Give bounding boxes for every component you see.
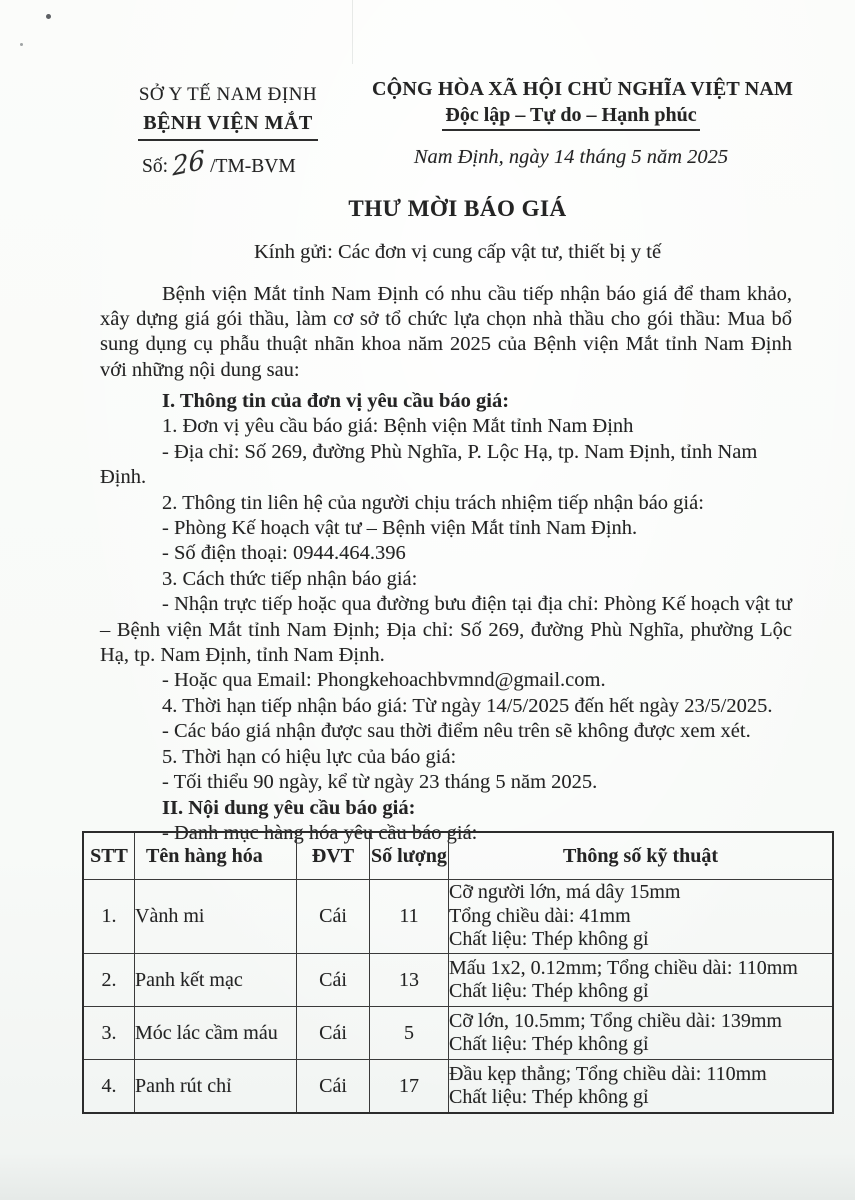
body-line: - Địa chỉ: Số 269, đường Phù Nghĩa, P. Lộc Hạ, tp. Nam Định, tỉnh Nam Định. bbox=[100, 440, 758, 489]
national-motto-line1: CỘNG HÒA XÃ HỘI CHỦ NGHĨA VIỆT NAM bbox=[372, 78, 794, 100]
cell-spec bbox=[449, 1007, 834, 1060]
cell-spec bbox=[449, 1060, 834, 1114]
cell-spec bbox=[449, 880, 834, 954]
table-row bbox=[83, 1060, 833, 1114]
national-motto-line2-text: Độc lập – Tự do – Hạnh phúc bbox=[442, 104, 699, 131]
cell-name: Vành mi bbox=[135, 880, 297, 954]
body-line: - Số điện thoại: 0944.464.396 bbox=[162, 542, 406, 565]
section-2-heading: II. Nội dung yêu cầu báo giá: bbox=[162, 796, 416, 819]
spec-line: Chất liệu: Thép không gỉ bbox=[449, 980, 649, 1002]
cell-unit: Cái bbox=[297, 1007, 370, 1060]
body-line: 4. Thời hạn tiếp nhận báo giá: Từ ngày 14/5/2025 đến hết ngày 23/5/2025. bbox=[162, 694, 773, 717]
body-line: 3. Cách thức tiếp nhận báo giá: bbox=[162, 567, 418, 590]
cell-spec bbox=[449, 954, 834, 1007]
header-spec: Thông số kỹ thuật bbox=[449, 832, 834, 880]
table-row bbox=[83, 954, 833, 1007]
cell-unit: Cái bbox=[297, 1060, 370, 1114]
body-line: - Danh mục hàng hóa yêu cầu báo giá: bbox=[162, 821, 478, 844]
items-table bbox=[82, 831, 834, 1114]
table-row bbox=[83, 880, 833, 954]
cell-name: Panh rút chỉ bbox=[135, 1060, 297, 1114]
cell-qty: 5 bbox=[370, 1007, 449, 1060]
place-date: Nam Định, ngày 14 tháng 5 năm 2025 bbox=[413, 146, 729, 168]
body-line: - Phòng Kế hoạch vật tư – Bệnh viện Mắt tỉnh Nam Định. bbox=[162, 517, 638, 540]
scan-speck bbox=[46, 14, 51, 19]
document-body bbox=[100, 389, 792, 846]
section-1-heading: I. Thông tin của đơn vị yêu cầu báo giá: bbox=[162, 390, 510, 412]
cell-stt: 2. bbox=[83, 954, 135, 1007]
spec-line: Tổng chiều dài: 41mm bbox=[449, 904, 631, 927]
issuer-org-name-text: BỆNH VIỆN MẮT bbox=[138, 112, 318, 141]
spec-line: Mấu 1x2, 0.12mm; Tổng chiều dài: 110mm bbox=[449, 956, 798, 979]
cell-stt: 4. bbox=[83, 1060, 135, 1114]
body-line: 1. Đơn vị yêu cầu báo giá: Bệnh viện Mắt tỉnh Nam Định bbox=[162, 415, 634, 438]
intro-paragraph: Bệnh viện Mắt tỉnh Nam Định có nhu cầu tiếp nhận báo giá để tham khảo, xây dựng giá gói thầu, làm cơ sở tổ chức lựa chọn nhà thầu cho gói thầu: Mua bổ sung dụng cụ phẫu thuật nhãn khoa năm 2025 của Bệnh viện Mắt tỉnh Nam Định với những nội dung sau: bbox=[100, 283, 792, 381]
national-header-block bbox=[372, 78, 794, 169]
header-name: Tên hàng hóa bbox=[135, 832, 297, 880]
cell-qty: 17 bbox=[370, 1060, 449, 1114]
issuer-block bbox=[124, 84, 332, 183]
spec-line: Cỡ lớn, 10.5mm; Tổng chiều dài: 139mm bbox=[449, 1009, 782, 1032]
document-number bbox=[124, 145, 332, 183]
cell-stt: 3. bbox=[83, 1007, 135, 1060]
cell-qty: 11 bbox=[370, 880, 449, 954]
header-qty: Số lượng bbox=[370, 832, 449, 880]
salutation-line: Kính gửi: Các đơn vị cung cấp vật tư, thiết bị y tế bbox=[253, 241, 662, 263]
spec-line: Đầu kẹp thẳng; Tổng chiều dài: 110mm bbox=[449, 1062, 767, 1085]
spec-line: Chất liệu: Thép không gỉ bbox=[449, 928, 649, 951]
document-number-label: Số: bbox=[142, 156, 169, 177]
cell-unit: Cái bbox=[297, 880, 370, 954]
document-number-handwritten: 26 bbox=[171, 145, 206, 183]
cell-stt: 1. bbox=[83, 880, 135, 954]
body-line: 5. Thời hạn có hiệu lực của báo giá: bbox=[162, 745, 457, 768]
cell-name: Móc lác cầm máu bbox=[135, 1007, 297, 1060]
spec-line: Chất liệu: Thép không gỉ bbox=[449, 1033, 649, 1055]
table-header-row bbox=[83, 832, 833, 880]
issuer-parent-org: SỞ Y TẾ NAM ĐỊNH bbox=[138, 84, 318, 105]
body-line: - Nhận trực tiếp hoặc qua đường bưu điện tại địa chỉ: Phòng Kế hoạch vật tư – Bệnh viện Mắt tỉnh Nam Định; Địa chỉ: Số 269, đường Phù Nghĩa, phường Lộc Hạ, tp. Nam Định, tỉnh Nam Định. bbox=[100, 593, 792, 667]
header-unit: ĐVT bbox=[297, 832, 370, 880]
cell-name: Panh kết mạc bbox=[135, 954, 297, 1007]
table-row bbox=[83, 1007, 833, 1060]
issuer-org-name bbox=[124, 112, 332, 141]
body-line: - Tối thiểu 90 ngày, kể từ ngày 23 tháng 5 năm 2025. bbox=[162, 771, 598, 794]
document-title: THƯ MỜI BÁO GIÁ bbox=[348, 196, 567, 221]
spec-line: Cỡ người lớn, má dây 15mm bbox=[449, 881, 681, 904]
national-motto-line2 bbox=[372, 104, 770, 131]
body-line: - Hoặc qua Email: Phongkehoachbvmnd@gmail.com. bbox=[162, 669, 606, 692]
cell-qty: 13 bbox=[370, 954, 449, 1007]
cell-unit: Cái bbox=[297, 954, 370, 1007]
header-stt: STT bbox=[83, 832, 135, 880]
scan-artifact-line bbox=[352, 0, 353, 64]
document-number-suffix: /TM-BVM bbox=[210, 156, 296, 177]
spec-line: Chất liệu: Thép không gỉ bbox=[449, 1086, 649, 1108]
body-line: 2. Thông tin liên hệ của người chịu trách nhiệm tiếp nhận báo giá: bbox=[162, 491, 704, 514]
scan-speck bbox=[20, 43, 23, 46]
body-line: - Các báo giá nhận được sau thời điểm nêu trên sẽ không được xem xét. bbox=[162, 720, 751, 743]
